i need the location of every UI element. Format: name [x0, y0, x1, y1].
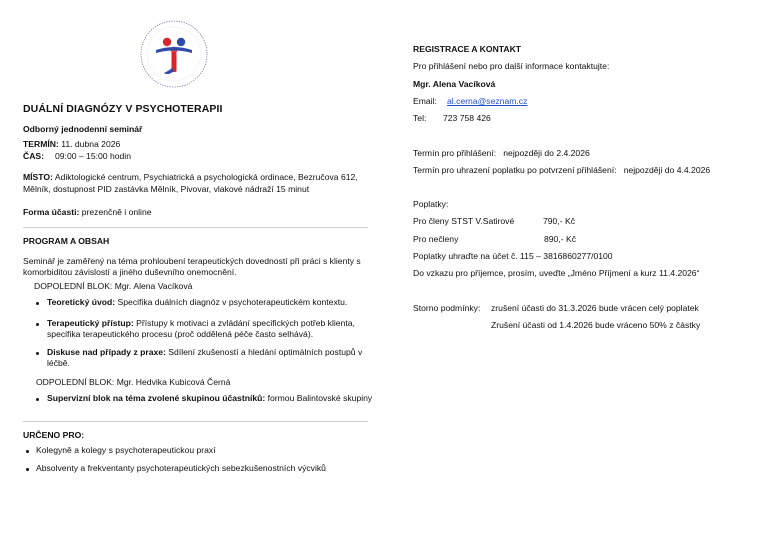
fee-nonmembers-label: Pro nečleny: [413, 234, 459, 244]
place-row: [23, 172, 358, 183]
deadline-payment: [413, 165, 710, 176]
form-label: Forma účasti:: [23, 207, 80, 217]
program-item-label: Diskuse nad případy z praxe:: [47, 347, 166, 357]
program-item-text: Sdílení zkušeností a hledání optimálních postupů v: [165, 347, 363, 357]
email-link[interactable]: al.cerna@seznam.cz: [447, 96, 528, 106]
form-value: prezenčně i online: [79, 207, 152, 217]
date-row: [23, 139, 120, 150]
contact-name: Mgr. Alena Vacíková: [413, 79, 496, 89]
program-item-label: Terapeutický přístup:: [47, 318, 134, 328]
deadline-payment-value: nejpozději do 4.4.2026: [623, 165, 711, 175]
fee-nonmembers-value: 890,- Kč: [544, 234, 577, 244]
form-row: [23, 207, 152, 218]
time-row: [23, 151, 131, 162]
fee-nonmembers: [413, 234, 576, 245]
bullet-dot: [26, 450, 29, 453]
email-label: Email:: [413, 96, 437, 106]
tel-row: [413, 113, 491, 124]
left-divider-2: [23, 421, 368, 422]
fee-members-label: Pro členy STST V.Satirové: [413, 216, 515, 226]
afternoon-item-label: Supervizní blok na téma zvolené skupinou účastníků:: [47, 393, 266, 403]
bullet-dot: [36, 352, 39, 355]
logo-graphic: [138, 18, 210, 90]
contact-heading: REGISTRACE A KONTAKT: [413, 44, 522, 54]
date-value: 11. dubna 2026: [58, 139, 121, 149]
program-item-3: [47, 347, 362, 358]
storno-label: Storno podmínky:: [413, 303, 481, 313]
program-item-text: Přístupy k motivaci a zvládání specifických potřeb klienta,: [133, 318, 355, 328]
deadline-registration-value: nejpozději do 2.4.2026: [503, 148, 590, 158]
bullet-dot: [36, 398, 39, 401]
program-intro-line2: komorbiditou závislostí a jiného duševního onemocnění.: [23, 267, 237, 277]
logo: [138, 18, 210, 90]
program-item-1: [47, 297, 347, 308]
morning-block-heading: DOPOLEDNÍ BLOK: Mgr. Alena Vacíková: [34, 281, 193, 291]
tel-value: 723 758 426: [443, 113, 491, 123]
left-divider: [23, 227, 368, 228]
tel-label: Tel:: [413, 113, 427, 123]
payment-note: Do vzkazu pro příjemce, prosím, uveďte „Jméno Příjmení a kurz 11.4.2026“: [413, 268, 700, 278]
place-line1: Adiktologické centrum, Psychiatrická a psychologická ordinace, Bezručova 612,: [54, 172, 358, 182]
storno-row-1: [413, 303, 699, 314]
storno-rule-2: Zrušení účasti od 1.4.2026 bude vráceno 50% z částky: [491, 320, 701, 330]
time-value: 09:00 – 15:00 hodin: [55, 151, 131, 161]
program-item-text: Specifika duálních diagnóz v psychoterapeutickém kontextu.: [115, 297, 348, 307]
target-item: Absolventy a frekventanty psychoterapeutických sebezkušenostních výcviků: [36, 463, 326, 473]
event-title: DUÁLNÍ DIAGNÓZY V PSYCHOTERAPII: [23, 103, 223, 115]
program-intro-line1: Seminář je zaměřený na téma prohloubení terapeutických dovedností při práci s klienty s: [23, 256, 361, 266]
email-row: [413, 96, 527, 107]
program-item-2: [47, 318, 355, 329]
program-heading: PROGRAM A OBSAH: [23, 236, 110, 246]
program-item-2-line2: specifika terapeutického procesu (proč oddělená péče často selhává).: [47, 329, 314, 339]
afternoon-item-text: formou Balintovské skupiny: [265, 393, 373, 403]
program-item-3-line2: léčbě.: [47, 358, 70, 368]
program-item-label: Teoretický úvod:: [47, 297, 116, 307]
target-heading: URČENO PRO:: [23, 430, 85, 440]
place-line2: Mělník, dostupnost PID zastávka Mělník, Pivovar, vlakové nádraží 15 minut: [23, 184, 310, 194]
bullet-dot: [36, 323, 39, 326]
fees-label: Poplatky:: [413, 199, 449, 209]
bullet-dot: [36, 302, 39, 305]
fee-members: [413, 216, 575, 227]
storno-rule-1: zrušení účasti do 31.3.2026 bude vrácen celý poplatek: [491, 303, 699, 313]
event-subtitle: Odborný jednodenní seminář: [23, 124, 143, 134]
target-item: Kolegyně a kolegy s psychoterapeutickou praxí: [36, 445, 216, 455]
date-label: TERMÍN:: [23, 139, 59, 149]
deadline-payment-label: Termín pro uhrazení poplatku po potvrzení přihlášení:: [413, 165, 617, 175]
time-label: ČAS:: [23, 151, 45, 161]
deadline-registration-label: Termín pro přihlášení:: [413, 148, 497, 158]
bullet-dot: [26, 468, 29, 471]
bank-account: Poplatky uhraďte na účet č. 115 – 3816860277/0100: [413, 251, 613, 261]
afternoon-item: [47, 393, 372, 404]
afternoon-block-heading: ODPOLEDNÍ BLOK: Mgr. Hedvika Kubicová Černá: [36, 377, 231, 387]
place-label: MÍSTO:: [23, 172, 53, 182]
fee-members-value: 790,- Kč: [543, 216, 576, 226]
contact-intro: Pro přihlášení nebo pro další informace kontaktujte:: [413, 61, 610, 71]
deadline-registration: [413, 148, 590, 159]
